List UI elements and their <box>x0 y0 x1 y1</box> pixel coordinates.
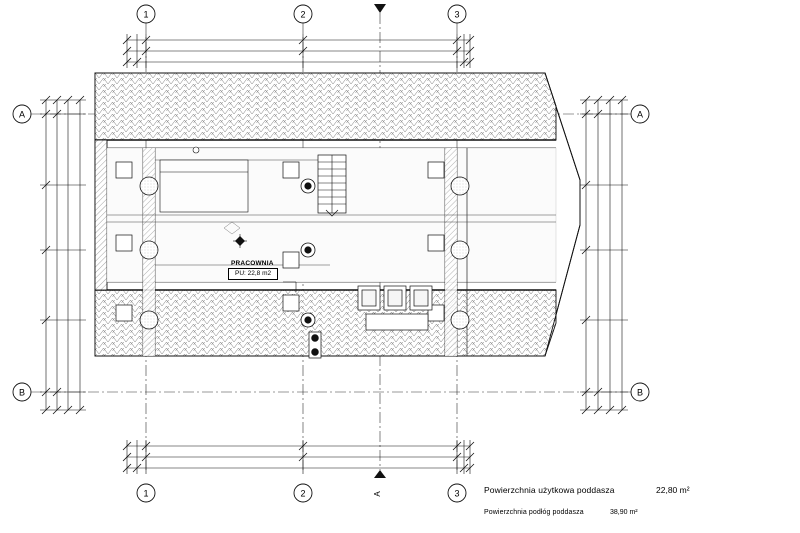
svg-text:2: 2 <box>300 9 306 20</box>
furniture-sofa-group <box>358 286 432 330</box>
roof-hatch-lower <box>95 282 556 356</box>
fixture-group-bottom <box>309 332 321 358</box>
legend-row-2-label: Powierzchnia podłóg poddasza <box>484 509 584 516</box>
svg-text:3: 3 <box>454 9 460 20</box>
svg-text:1: 1 <box>143 9 149 20</box>
svg-text:A: A <box>636 109 644 120</box>
room-area-badge: PU: 22,8 m2 <box>228 268 278 280</box>
svg-text:1: 1 <box>143 488 149 499</box>
svg-text:3: 3 <box>454 488 460 499</box>
svg-text:A: A <box>18 109 26 120</box>
exterior-wall-left <box>95 140 107 290</box>
staircase <box>318 155 346 216</box>
svg-text:B: B <box>18 387 26 398</box>
legend-row-2-value: 38,90 m² <box>610 509 638 516</box>
svg-text:2: 2 <box>300 488 306 499</box>
roof-hatch-upper <box>95 73 556 148</box>
legend-row-1-label: Powierzchnia użytkowa poddasza <box>484 485 615 495</box>
svg-text:A: A <box>373 491 382 497</box>
room-name-label: PRACOWNIA <box>231 260 274 267</box>
legend-row-1-value: 22,80 m² <box>656 485 690 495</box>
svg-text:B: B <box>636 387 644 398</box>
